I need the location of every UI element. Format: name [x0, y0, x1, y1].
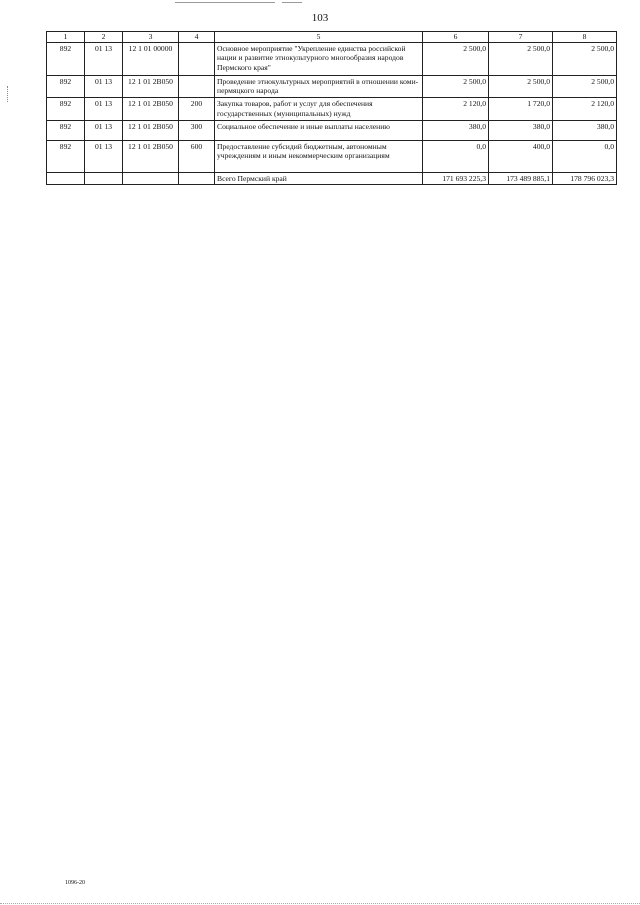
table-row — [47, 120, 617, 140]
amount-col7: 400,0 — [489, 140, 553, 172]
column-header: 5 — [215, 32, 423, 43]
item-description: Проведение этнокультурных мероприятий в отношении коми-пермяцкого народа — [215, 75, 423, 97]
table-row — [47, 42, 617, 75]
admin-code: 892 — [47, 42, 85, 75]
total-col7: 173 489 885,1 — [489, 172, 553, 185]
expense-type-code — [179, 42, 215, 75]
empty-cell — [85, 172, 123, 185]
table-row — [47, 75, 617, 97]
amount-col6: 2 500,0 — [423, 42, 489, 75]
document-footer-code: 1096-20 — [65, 880, 85, 886]
scan-edge-line — [175, 2, 275, 3]
amount-col8: 2 500,0 — [553, 75, 617, 97]
column-header: 4 — [179, 32, 215, 43]
section-code: 01 13 — [85, 140, 123, 172]
page-number: 103 — [311, 12, 329, 24]
target-article-code: 12 1 01 2В050 — [123, 75, 179, 97]
amount-col7: 2 500,0 — [489, 75, 553, 97]
amount-col6: 0,0 — [423, 140, 489, 172]
amount-col8: 2 500,0 — [553, 42, 617, 75]
admin-code: 892 — [47, 120, 85, 140]
item-description: Закупка товаров, работ и услуг для обеспечения государственных (муниципальных) нужд — [215, 98, 423, 120]
column-header: 3 — [123, 32, 179, 43]
column-header: 6 — [423, 32, 489, 43]
column-header: 2 — [85, 32, 123, 43]
amount-col8: 0,0 — [553, 140, 617, 172]
expense-type-code: 600 — [179, 140, 215, 172]
column-header: 1 — [47, 32, 85, 43]
admin-code: 892 — [47, 75, 85, 97]
amount-col6: 2 500,0 — [423, 75, 489, 97]
expense-type-code: 300 — [179, 120, 215, 140]
section-code: 01 13 — [85, 75, 123, 97]
amount-col7: 1 720,0 — [489, 98, 553, 120]
table-header-row — [47, 32, 617, 43]
amount-col7: 380,0 — [489, 120, 553, 140]
amount-col8: 2 120,0 — [553, 98, 617, 120]
item-description: Социальное обеспечение и иные выплаты населению — [215, 120, 423, 140]
target-article-code: 12 1 01 2В050 — [123, 120, 179, 140]
table-total-row — [47, 172, 617, 185]
expense-type-code — [179, 75, 215, 97]
section-code: 01 13 — [85, 120, 123, 140]
scan-edge-marks — [7, 86, 9, 102]
item-description: Предоставление субсидий бюджетным, автономным учреждениям и иным некоммерческим организациям — [215, 140, 423, 172]
budget-table — [46, 31, 617, 185]
item-description: Основное мероприятие "Укрепление единства российской нации и развитие этнокультурного многообразия народов Пермского края" — [215, 42, 423, 75]
total-col6: 171 693 225,3 — [423, 172, 489, 185]
expense-type-code: 200 — [179, 98, 215, 120]
amount-col6: 380,0 — [423, 120, 489, 140]
section-code: 01 13 — [85, 42, 123, 75]
table-row — [47, 140, 617, 172]
amount-col6: 2 120,0 — [423, 98, 489, 120]
table-row — [47, 98, 617, 120]
scan-edge-line — [0, 903, 640, 904]
empty-cell — [179, 172, 215, 185]
admin-code: 892 — [47, 98, 85, 120]
column-header: 8 — [553, 32, 617, 43]
section-code: 01 13 — [85, 98, 123, 120]
amount-col7: 2 500,0 — [489, 42, 553, 75]
target-article-code: 12 1 01 2В050 — [123, 140, 179, 172]
total-col8: 178 796 023,3 — [553, 172, 617, 185]
target-article-code: 12 1 01 00000 — [123, 42, 179, 75]
empty-cell — [47, 172, 85, 185]
admin-code: 892 — [47, 140, 85, 172]
target-article-code: 12 1 01 2В050 — [123, 98, 179, 120]
column-header: 7 — [489, 32, 553, 43]
empty-cell — [123, 172, 179, 185]
total-label: Всего Пермский край — [215, 172, 423, 185]
amount-col8: 380,0 — [553, 120, 617, 140]
scan-edge-line — [282, 2, 302, 3]
